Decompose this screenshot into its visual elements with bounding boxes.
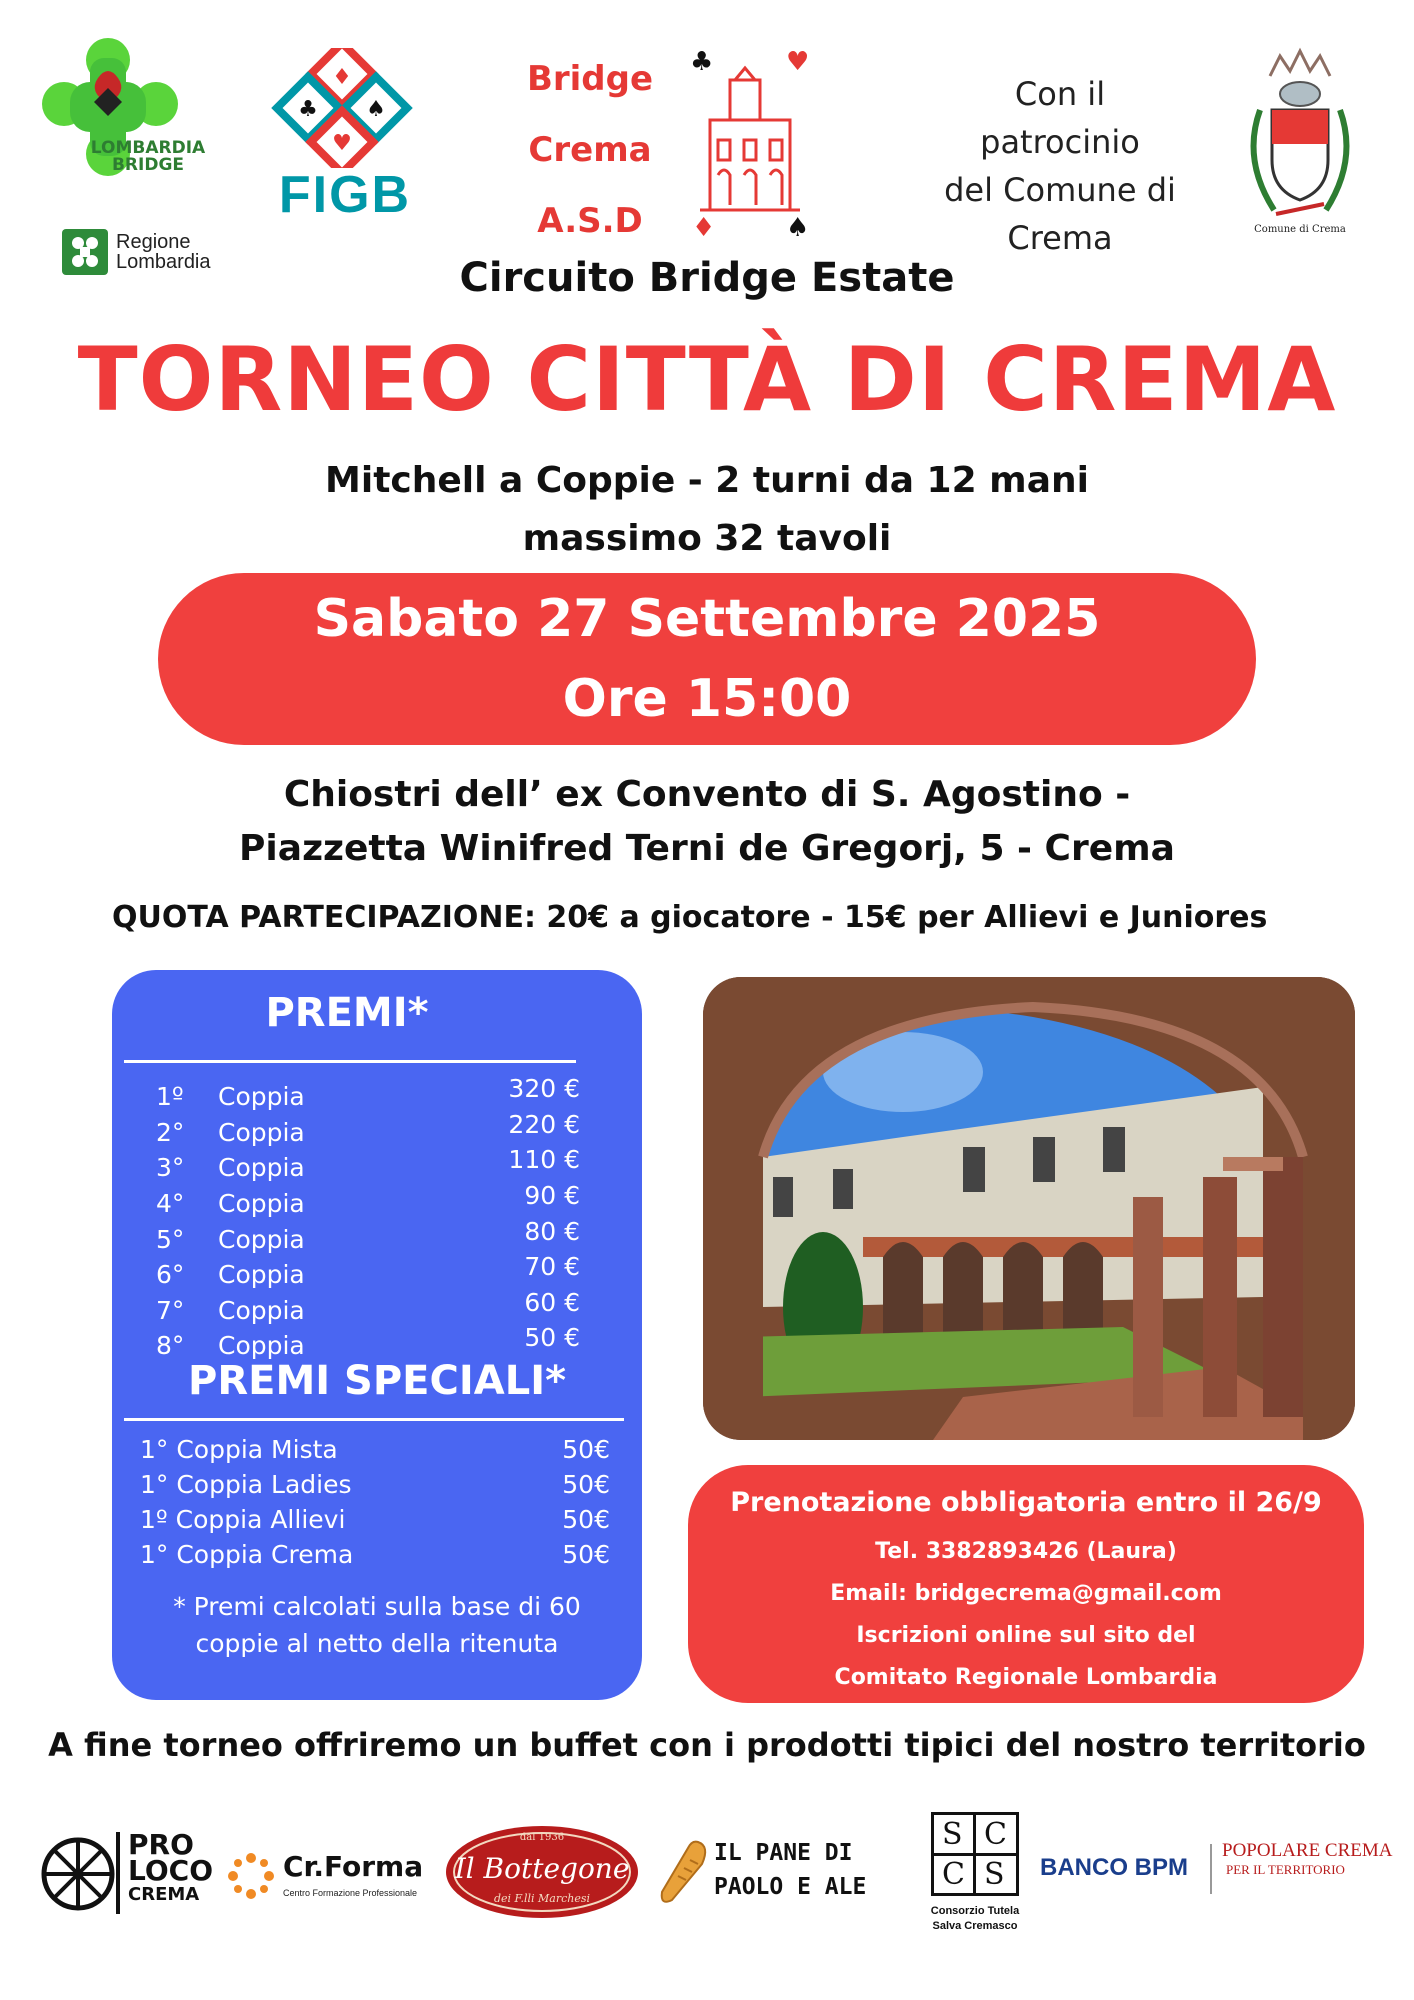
booking-box <box>688 1465 1364 1703</box>
proloco-line-1: PRO <box>128 1828 194 1861</box>
popolare-line-2: PER IL TERRITORIO <box>1226 1862 1345 1877</box>
booking-online-line-2: Comitato Regionale Lombardia <box>834 1665 1218 1690</box>
prize-row <box>156 1288 608 1324</box>
sccs-letter-4: S <box>984 1857 1005 1892</box>
quota-text: QUOTA PARTECIPAZIONE: 20€ a giocatore - 15€ per Allievi e Juniores <box>112 900 1268 935</box>
pane-line-2: PAOLO E ALE <box>714 1874 867 1900</box>
figb-text: FIGB <box>278 166 412 224</box>
prize-label: Coppia <box>218 1082 305 1111</box>
prize-rank: 4° <box>156 1189 185 1218</box>
svg-text:♠: ♠ <box>786 213 810 240</box>
prize-label: Coppia <box>218 1153 305 1182</box>
booking-title: Prenotazione obbligatoria entro il 26/9 <box>730 1487 1322 1518</box>
prize-row <box>156 1323 608 1359</box>
special-prize-amount: 50€ <box>562 1470 610 1499</box>
premi-speciali-divider <box>124 1418 624 1421</box>
bottegone-sub: dei F.lli Marchesi <box>493 1892 591 1905</box>
bridge-crema-line-1: Bridge <box>526 59 654 99</box>
bridge-crema-logo-text <box>510 44 670 257</box>
premi-box <box>112 970 642 1700</box>
sponsor-sccs <box>925 1812 1025 1942</box>
prize-rank: 8° <box>156 1331 185 1360</box>
special-prize-label: 1° Coppia Ladies <box>140 1470 352 1499</box>
palazzo-drawing-logo <box>680 40 820 240</box>
premi-footnote-line-2: coppie al netto della ritenuta <box>195 1629 559 1658</box>
prize-row <box>156 1110 608 1146</box>
premi-speciali-title: PREMI SPECIALI* <box>188 1358 566 1404</box>
buffet-text: A fine torneo offriremo un buffet con i prodotti tipici del nostro territorio <box>48 1726 1366 1764</box>
date-line: Sabato 27 Settembre 2025 <box>313 589 1101 649</box>
special-prize-amount: 50€ <box>562 1505 610 1534</box>
sccs-letter-1: S <box>942 1817 963 1852</box>
special-prize-row <box>140 1505 610 1539</box>
cloister-illustration-icon <box>703 977 1355 1440</box>
patrocinio-line-2: del Comune di <box>944 171 1176 209</box>
svg-text:♠: ♠ <box>366 97 386 122</box>
prize-row <box>156 1217 608 1253</box>
formula-line-2: massimo 32 tavoli <box>522 518 892 559</box>
prize-rank: 3° <box>156 1153 185 1182</box>
stemma-caption: Comune di Crema <box>1254 224 1346 235</box>
svg-text:♣: ♣ <box>690 47 714 77</box>
time-line: Ore 15:00 <box>562 669 852 729</box>
special-prize-row <box>140 1435 610 1469</box>
sccs-caption-1: Consorzio Tutela <box>930 1905 1020 1917</box>
premi-divider <box>124 1060 576 1063</box>
sponsor-crforma <box>225 1840 435 1910</box>
special-prize-label: 1º Coppia Allievi <box>140 1505 346 1534</box>
svg-text:♥: ♥ <box>332 131 352 156</box>
svg-text:♦: ♦ <box>332 65 352 90</box>
sccs-letter-3: C <box>942 1857 965 1892</box>
proloco-line-2: LOCO <box>128 1854 213 1887</box>
regione-text-line-2: Lombardia <box>116 251 211 273</box>
palazzo-icon <box>680 40 820 240</box>
cloister-photo <box>703 977 1355 1440</box>
prize-row <box>156 1074 608 1110</box>
special-prize-row <box>140 1540 610 1574</box>
proloco-line-3: CREMA <box>128 1884 200 1905</box>
bottegone-name: Il Bottegone <box>454 1852 630 1885</box>
svg-text:♦: ♦ <box>692 213 716 240</box>
prize-label: Coppia <box>218 1225 305 1254</box>
special-prize-row <box>140 1470 610 1504</box>
sccs-box <box>931 1812 1019 1896</box>
venue-line-1: Chiostri dell’ ex Convento di S. Agostino - <box>283 774 1131 815</box>
prize-label: Coppia <box>218 1296 305 1325</box>
crforma-subtitle: Centro Formazione Professionale <box>283 1888 418 1898</box>
quota-container <box>0 900 1414 948</box>
regione-text-line-1: Regione <box>116 231 191 253</box>
booking-email: Email: bridgecrema@gmail.com <box>830 1581 1222 1606</box>
proloco-icon <box>40 1828 120 1918</box>
figb-card-suits-icon <box>250 48 440 168</box>
sponsor-pane <box>658 1830 908 1910</box>
premi-footnote <box>112 1588 642 1662</box>
formula-text <box>0 452 1414 568</box>
sccs-letter-2: C <box>984 1817 1007 1852</box>
booking-phone: Tel. 3382893426 (Laura) <box>875 1539 1177 1564</box>
prize-amount: 220 € <box>508 1110 580 1139</box>
patrocinio-text <box>930 70 1190 262</box>
booking-online-line-1: Iscrizioni online sul sito del <box>856 1623 1196 1648</box>
special-prize-label: 1° Coppia Mista <box>140 1435 338 1464</box>
svg-text:♥: ♥ <box>786 47 810 77</box>
prize-amount: 60 € <box>524 1288 580 1317</box>
patrocinio-line-1: Con il patrocinio <box>980 75 1140 161</box>
prize-label: Coppia <box>218 1260 305 1289</box>
bread-icon <box>658 1836 710 1906</box>
prize-label: Coppia <box>218 1189 305 1218</box>
sponsor-divider <box>1210 1844 1212 1894</box>
prize-rank: 2° <box>156 1118 185 1147</box>
sponsors-row <box>0 1800 1414 1950</box>
prize-rank: 1º <box>156 1082 184 1111</box>
prize-amount: 70 € <box>524 1252 580 1281</box>
torneo-title: TORNEO CITTÀ DI CREMA <box>77 328 1337 431</box>
circuito-subtitle: Circuito Bridge Estate <box>459 255 955 301</box>
special-prize-amount: 50€ <box>562 1435 610 1464</box>
formula-line-1: Mitchell a Coppie - 2 turni da 12 mani <box>325 460 1089 501</box>
prize-row <box>156 1252 608 1288</box>
comune-crema-coat-of-arms <box>1240 46 1360 236</box>
prize-amount: 80 € <box>524 1217 580 1246</box>
prize-rank: 5° <box>156 1225 185 1254</box>
crforma-name: Cr.Forma <box>283 1850 424 1883</box>
special-prize-label: 1° Coppia Crema <box>140 1540 354 1569</box>
prize-amount: 110 € <box>508 1145 580 1174</box>
premi-footnote-line-1: * Premi calcolati sulla base di 60 <box>173 1592 581 1621</box>
lombardia-bridge-logo <box>38 38 213 218</box>
popolare-line-1: POPOLARE CREMA <box>1222 1840 1393 1861</box>
premi-title: PREMI* <box>265 990 429 1036</box>
crforma-sun-icon <box>225 1850 277 1902</box>
svg-text:♣: ♣ <box>298 97 318 122</box>
patrocinio-line-3: Crema <box>1007 219 1113 257</box>
sponsor-bottegone <box>442 1822 642 1922</box>
sccs-caption-2: Salva Cremasco <box>932 1920 1018 1932</box>
coat-of-arms-icon <box>1240 46 1360 236</box>
venue-text <box>0 768 1414 876</box>
prize-amount: 90 € <box>524 1181 580 1210</box>
prize-label: Coppia <box>218 1118 305 1147</box>
sponsor-popolare-crema <box>1222 1840 1392 1900</box>
bridge-crema-line-3: A.S.D <box>537 201 643 241</box>
sponsor-proloco <box>40 1828 220 1918</box>
venue-line-2: Piazzetta Winifred Terni de Gregorj, 5 - Crema <box>239 828 1175 869</box>
prize-row <box>156 1145 608 1181</box>
prize-label: Coppia <box>218 1331 305 1360</box>
prize-amount: 50 € <box>524 1323 580 1352</box>
prize-row <box>156 1181 608 1217</box>
pane-line-1: IL PANE DI <box>714 1840 853 1866</box>
bridge-crema-line-2: Crema <box>528 130 652 170</box>
bottegone-top: dal 1936 <box>519 1832 565 1843</box>
special-prize-amount: 50€ <box>562 1540 610 1569</box>
prize-rank: 6° <box>156 1260 185 1289</box>
prize-amount: 320 € <box>508 1074 580 1103</box>
lombardia-bridge-text: LOMBARDIA BRIDGE <box>90 138 206 175</box>
prize-rank: 7° <box>156 1296 185 1325</box>
date-banner <box>158 573 1256 745</box>
lombardia-bridge-mark-icon <box>38 38 213 218</box>
sponsor-banco-bpm: BANCO BPM <box>1040 1854 1188 1881</box>
